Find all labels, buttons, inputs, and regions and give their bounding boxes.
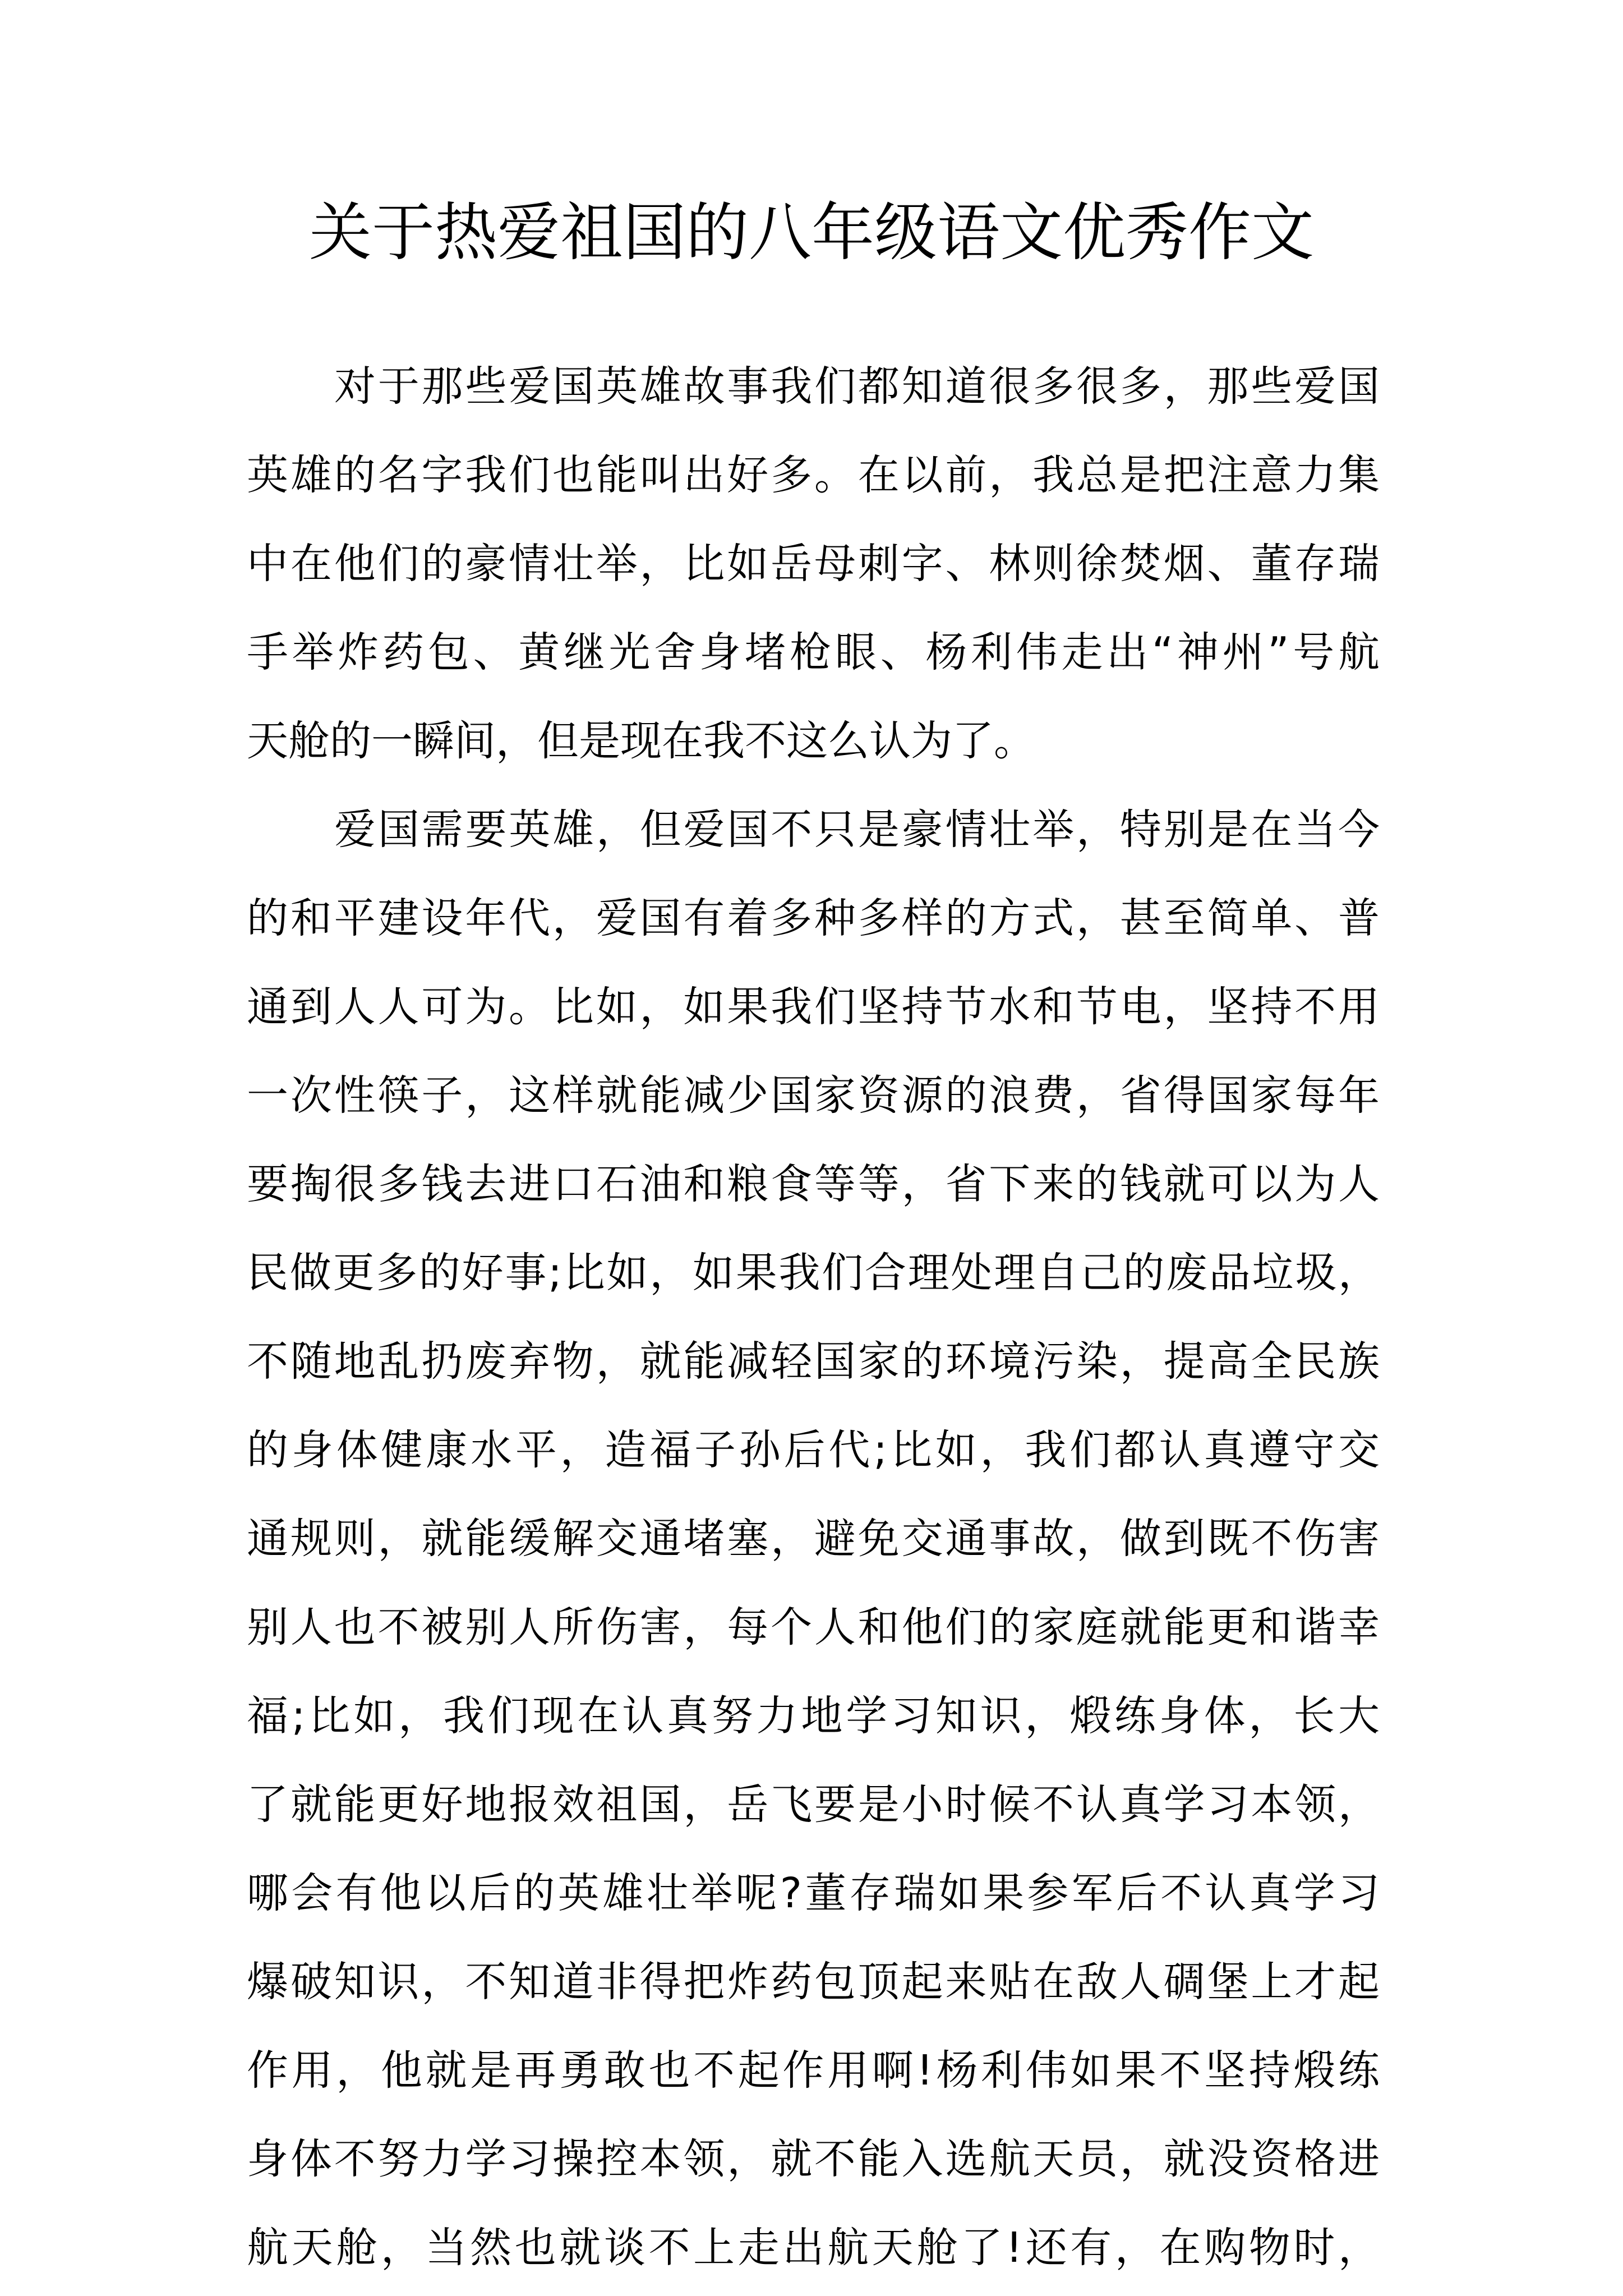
document-body — [247, 342, 1380, 2292]
text-line: 不随地乱扔废弃物，就能减轻国家的环境污染，提高全民族 — [247, 1337, 1380, 1386]
paragraph-1 — [247, 342, 1380, 785]
text-line: 的身体健康水平，造福子孙后代;比如，我们都认真遵守交 — [247, 1426, 1380, 1474]
text-line: 一次性筷子，这样就能减少国家资源的浪费，省得国家每年 — [247, 1071, 1380, 1120]
text-line: 中在他们的豪情壮举，比如岳母刺字、林则徐焚烟、董存瑞 — [247, 540, 1380, 588]
text-line: 天舱的一瞬间，但是现在我不这么认为了。 — [247, 717, 1035, 765]
text-line: 航天舱，当然也就谈不上走出航天舱了!还有，在购物时， — [247, 2224, 1380, 2272]
document-title: 关于热爱祖国的八年级语文优秀作文 — [309, 196, 1314, 269]
text-line: 作用，他就是再勇敢也不起作用啊!杨利伟如果不坚持煅练 — [247, 2046, 1380, 2095]
text-line: 通到人人可为。比如，如果我们坚持节水和节电，坚持不用 — [247, 983, 1380, 1031]
text-line: 要掏很多钱去进口石油和粮食等等，省下来的钱就可以为人 — [247, 1160, 1380, 1208]
text-line: 爆破知识，不知道非得把炸药包顶起来贴在敌人碉堡上才起 — [247, 1958, 1380, 2006]
text-line: 的和平建设年代，爱国有着多种多样的方式，甚至简单、普 — [247, 894, 1380, 942]
text-line: 福;比如，我们现在认真努力地学习知识，煅练身体，长大 — [247, 1692, 1380, 1740]
text-line: 哪会有他以后的英雄壮举呢?董存瑞如果参军后不认真学习 — [247, 1869, 1380, 1917]
text-line: 民做更多的好事;比如，如果我们合理处理自己的废品垃圾， — [247, 1249, 1380, 1297]
text-line: 英雄的名字我们也能叫出好多。在以前，我总是把注意力集 — [247, 451, 1380, 499]
text-line: 身体不努力学习操控本领，就不能入选航天员，就没资格进 — [247, 2135, 1380, 2183]
text-line: 对于那些爱国英雄故事我们都知道很多很多，那些爱国 — [334, 362, 1380, 411]
text-line: 爱国需要英雄，但爱国不只是豪情壮举，特别是在当今 — [334, 806, 1380, 854]
text-line: 了就能更好地报效祖国，岳飞要是小时候不认真学习本领， — [247, 1780, 1380, 1829]
text-line: 通规则，就能缓解交通堵塞，避免交通事故，做到既不伤害 — [247, 1515, 1380, 1563]
text-line: 手举炸药包、黄继光舍身堵枪眼、杨利伟走出“神州”号航 — [247, 628, 1380, 677]
paragraph-2 — [247, 785, 1380, 2292]
text-line: 别人也不被别人所伤害，每个人和他们的家庭就能更和谐幸 — [247, 1603, 1380, 1651]
